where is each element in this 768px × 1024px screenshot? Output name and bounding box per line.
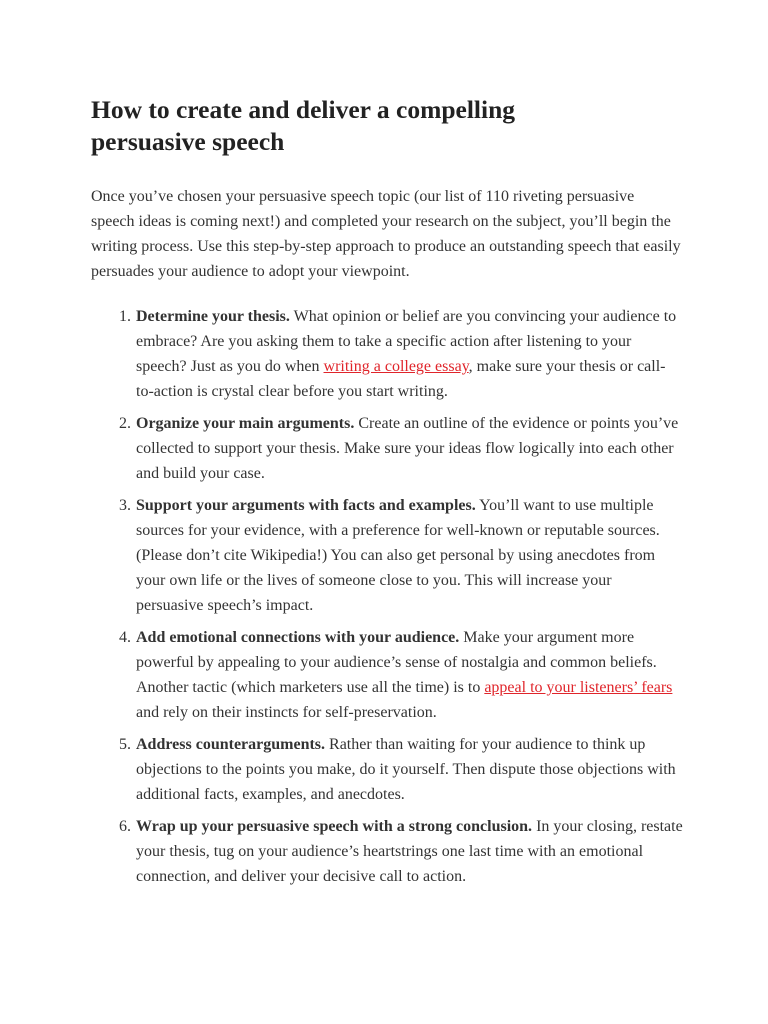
steps-list [91, 304, 683, 889]
step-text: In your closing, restate your thesis, tug on your audience’s heartstrings one last time with an emotional connection, and deliver your decisive call to action. [136, 818, 683, 885]
step-text: and rely on their instincts for self-preservation. [136, 704, 437, 721]
step-item-3 [135, 493, 683, 618]
step-text: Create an outline of the evidence or points you’ve collected to support your thesis. Make sure your ideas flow logically into each other and build your case. [136, 415, 679, 482]
appeal-to-fears-link[interactable]: appeal to your listeners’ fears [484, 679, 673, 696]
step-lead: Add emotional connections with your audience. [136, 629, 460, 646]
article-title: How to create and deliver a compelling persuasive speech [91, 95, 515, 156]
step-text: Make your argument more powerful by appealing to your audience’s sense of nostalgia and common beliefs. Another tactic (which marketers use all the time) is to [136, 629, 657, 696]
step-lead: Organize your main arguments. [136, 415, 355, 432]
step-text: You’ll want to use multiple sources for your evidence, with a preference for well-known or reputable sources. (Please don’t cite Wikipedia!) You can also get personal by using anecdotes from your own life or the lives of someone close to you. This will increase your persuasive speech’s impact. [136, 497, 660, 614]
step-text: Rather than waiting for your audience to think up objections to the points you make, do it yourself. Then dispute those objections with additional facts, examples, and anecdotes. [136, 736, 676, 803]
step-lead: Address counterarguments. [136, 736, 326, 753]
intro-paragraph: Once you’ve chosen your persuasive speech topic (our list of 110 riveting persuasive speech ideas is coming next!) and completed your research on the subject, you’ll begin the writing process. Use this step-by-step approach to produce an outstanding speech that easily persuades your audience to adopt your viewpoint. [91, 188, 681, 280]
step-item-5 [135, 732, 683, 807]
step-text: What opinion or belief are you convincing your audience to embrace? Are you asking them to take a specific action after listening to your speech? Just as you do when [136, 308, 677, 375]
step-item-4 [135, 625, 683, 725]
writing-college-essay-link[interactable]: writing a college essay [323, 358, 469, 375]
step-item-2 [135, 411, 683, 486]
step-lead: Support your arguments with facts and examples. [136, 497, 476, 514]
step-lead: Determine your thesis. [136, 308, 290, 325]
step-item-6 [135, 814, 683, 889]
step-item-1 [135, 304, 683, 404]
step-lead: Wrap up your persuasive speech with a strong conclusion. [136, 818, 533, 835]
step-text: , make sure your thesis or call-to-action is crystal clear before you start writing. [136, 358, 666, 400]
